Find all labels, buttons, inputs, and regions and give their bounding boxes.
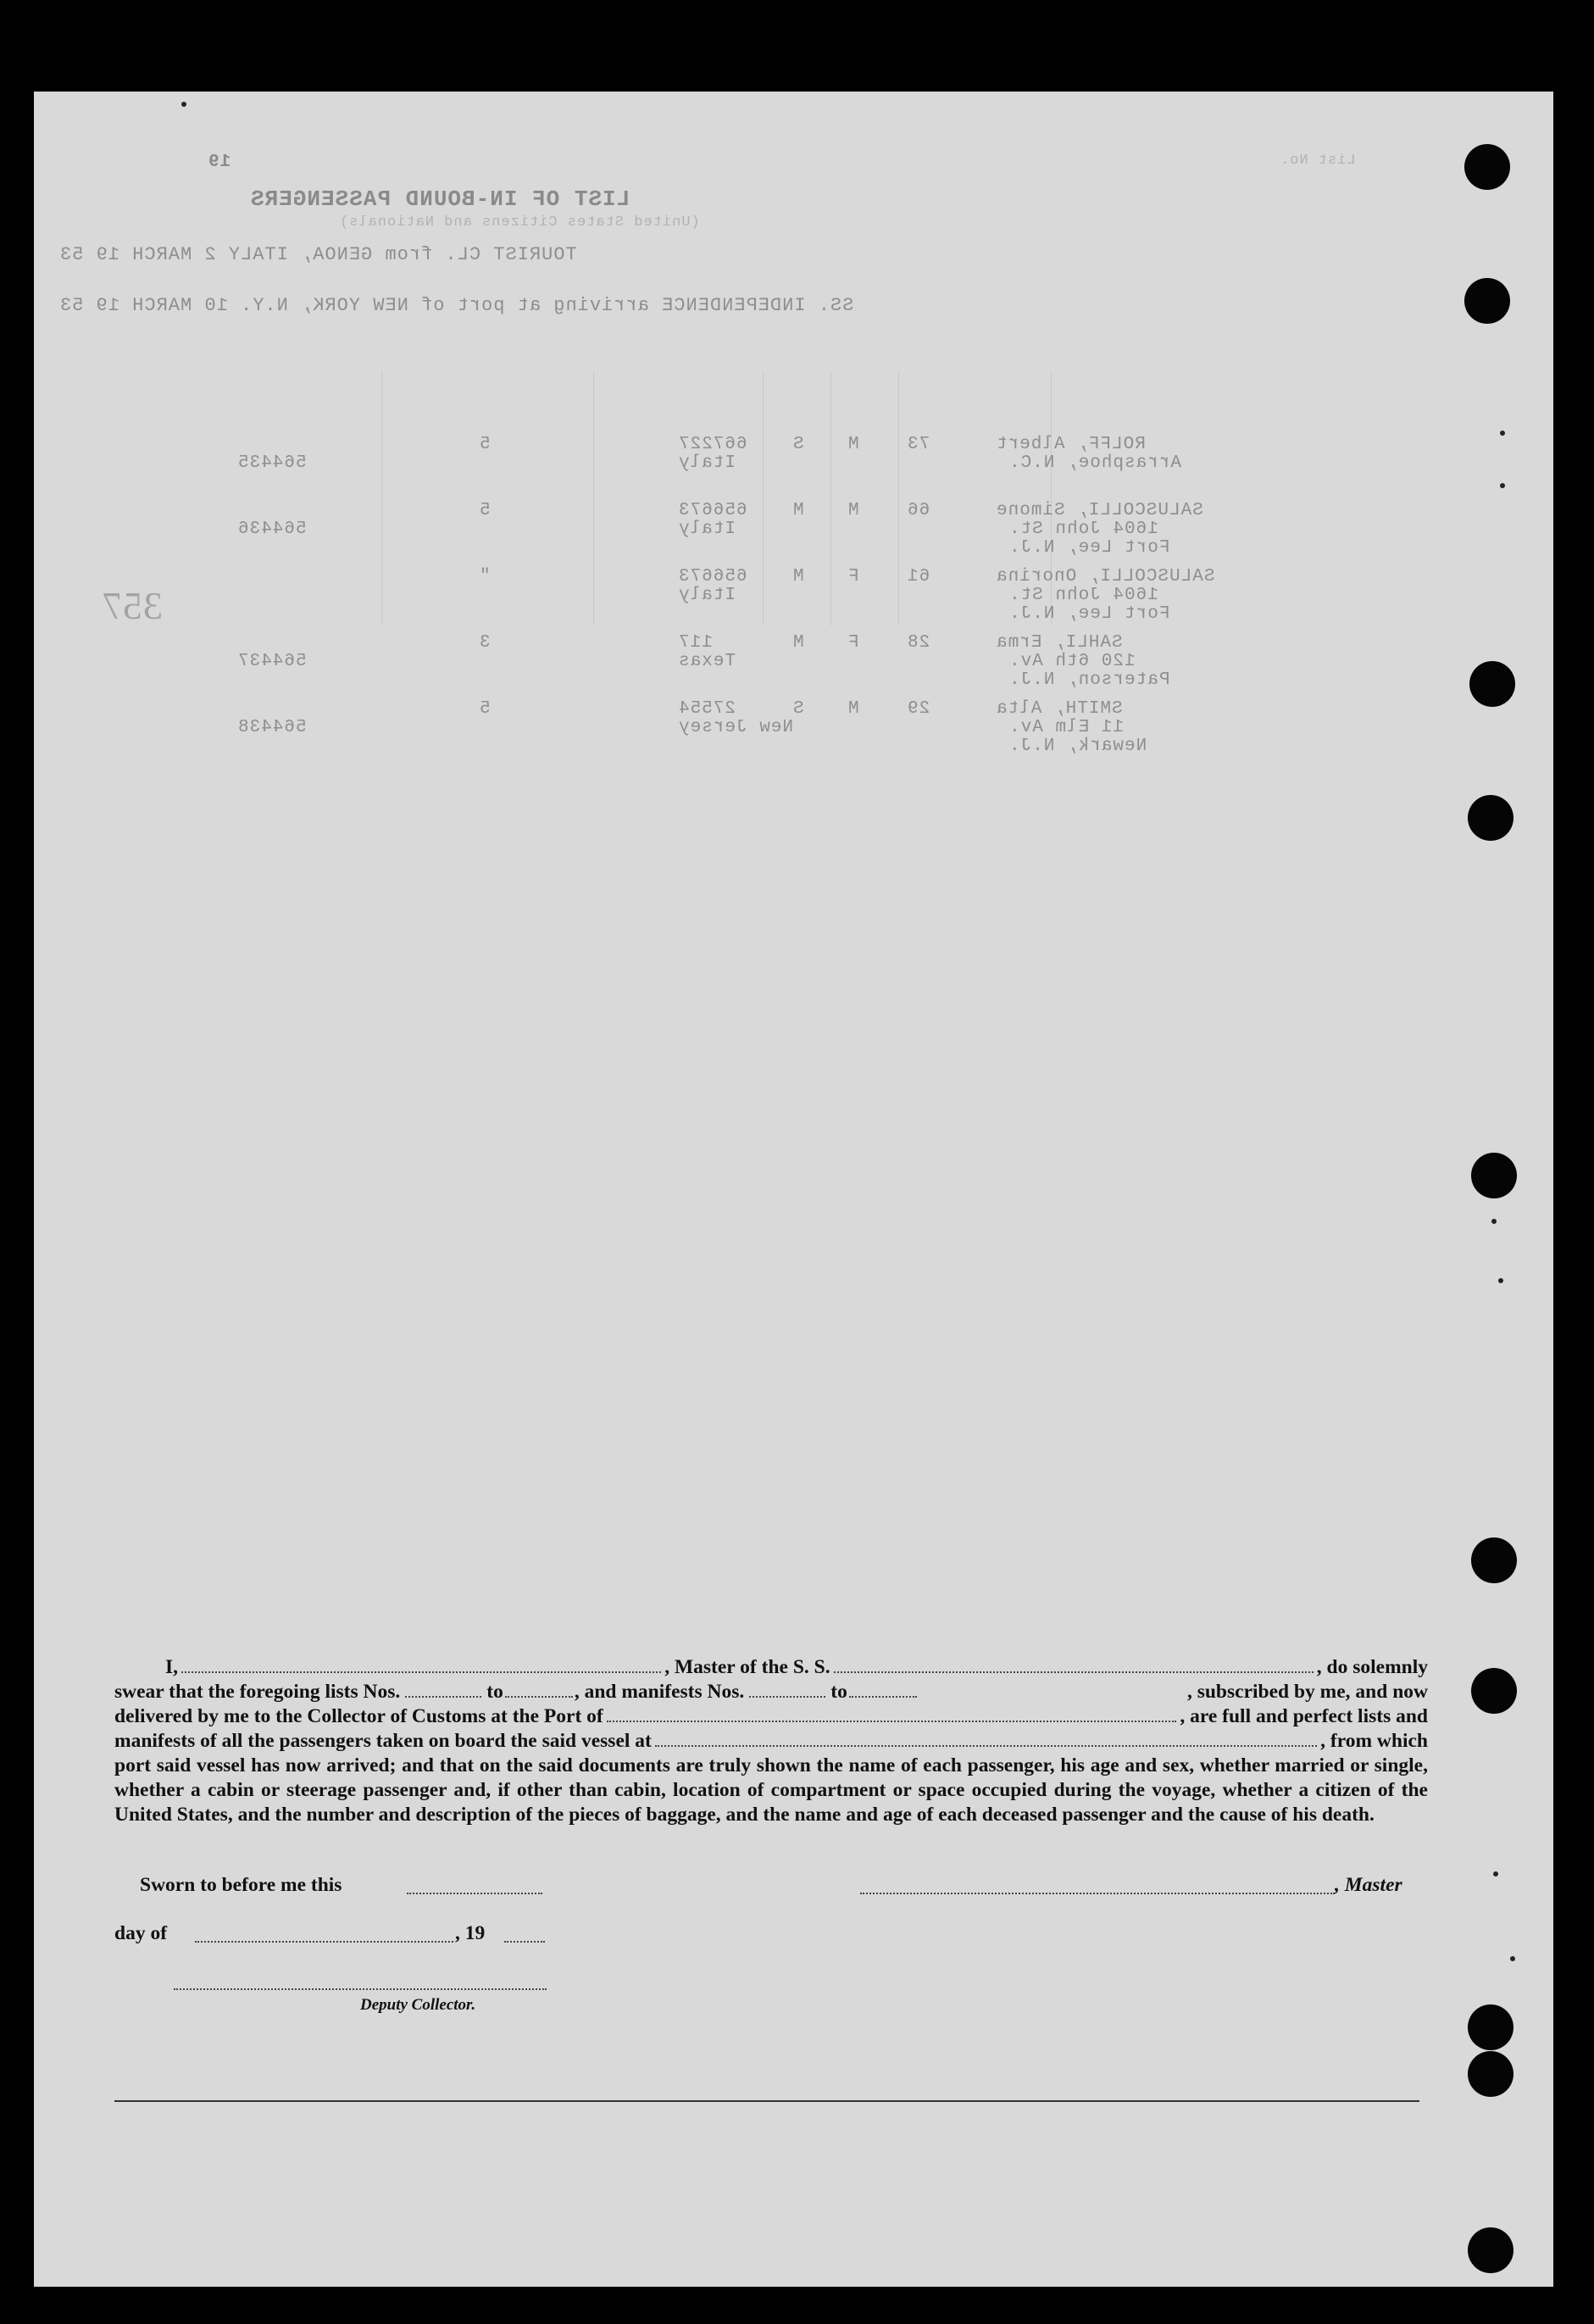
bleed-name: SALUSCOLLI, Simone <box>996 501 1203 520</box>
sworn-label: Sworn to before me this <box>140 1874 342 1896</box>
day-of-label: day of <box>114 1922 168 1944</box>
bleed-name: SAHLI, Erma <box>996 633 1123 653</box>
oath-delivered: delivered by me to the Collector of Customs at the Port of <box>114 1705 603 1727</box>
bleed-name: ROLFF, Albert <box>996 435 1146 454</box>
bleed-column-rule <box>593 371 594 625</box>
manifest-page <box>34 92 1553 2287</box>
bleed-sex: M <box>847 699 859 719</box>
oath-manifests-nos: , and manifests Nos. <box>574 1681 745 1703</box>
bleed-sex: F <box>847 633 859 653</box>
day-of-field[interactable] <box>195 1941 453 1943</box>
bleed-place: New Jersey <box>678 718 794 737</box>
bleed-name: SMITH, Alta <box>996 699 1123 719</box>
bleed-ms: M <box>792 567 804 587</box>
bleed-bags: 5 <box>479 699 491 719</box>
bleed-ms: S <box>792 699 804 719</box>
punch-hole <box>1468 795 1513 841</box>
deputy-collector-label: Deputy Collector. <box>360 1996 476 2014</box>
bleed-list-number: 19 <box>208 153 231 172</box>
bleed-sex: F <box>847 567 859 587</box>
bleed-subtitle: (United States Citizens and Nationals) <box>339 214 700 231</box>
bleed-ticket: 564436 <box>237 520 307 539</box>
bleed-age: 73 <box>907 435 930 454</box>
oath-do-solemnly: , do solemnly <box>1316 1656 1428 1678</box>
punch-hole <box>1464 278 1510 324</box>
departure-port-field[interactable] <box>655 1730 1317 1747</box>
bleed-addr2: Fort Lee, N.J. <box>1008 538 1170 558</box>
bleed-place: Italy <box>678 520 736 539</box>
bleed-ms: M <box>792 633 804 653</box>
bleed-bags: 5 <box>479 501 491 520</box>
lists-from-field[interactable] <box>405 1681 481 1698</box>
oath-to-2: to <box>830 1681 847 1703</box>
year-field[interactable] <box>504 1941 545 1943</box>
bleed-line1: TOURIST CL. from GENOA, ITALY 2 MARCH 19 53 <box>59 244 577 265</box>
bottom-rule <box>114 2100 1419 2102</box>
speck <box>1493 1871 1498 1876</box>
punch-hole <box>1468 2227 1513 2273</box>
oath-from-which: , from which <box>1320 1730 1428 1752</box>
bleed-addr1: 1604 John St. <box>1008 586 1158 605</box>
bleed-cert: 656673 <box>678 501 747 520</box>
port-field[interactable] <box>607 1705 1177 1722</box>
punch-hole <box>1468 2051 1513 2097</box>
speck <box>1491 1219 1497 1224</box>
bleed-column-rule <box>381 371 382 625</box>
oath-lists-nos: swear that the foregoing lists Nos. <box>114 1681 401 1703</box>
bleed-age: 61 <box>907 567 930 587</box>
oath-i: I, <box>165 1656 179 1678</box>
bleed-addr1: Arrasphoe, N.C. <box>1008 453 1182 473</box>
bleed-addr2: Fort Lee, N.J. <box>1008 604 1170 624</box>
manifests-from-field[interactable] <box>749 1681 825 1698</box>
bleed-title: LIST OF IN-BOUND PASSENGERS <box>250 186 630 212</box>
bleed-bags: " <box>479 567 491 587</box>
bleed-sex: M <box>847 435 859 454</box>
lists-to-field[interactable] <box>505 1681 573 1698</box>
bleed-cert: 667227 <box>678 435 747 454</box>
master-signature-field[interactable] <box>860 1893 1335 1894</box>
year-label: , 19 <box>455 1922 486 1944</box>
bleed-place: Italy <box>678 586 736 605</box>
vessel-name-field[interactable] <box>834 1656 1314 1673</box>
bleed-column-rule <box>763 371 764 625</box>
bleed-ticket: 564438 <box>237 718 307 737</box>
oath-full-perfect: , are full and perfect lists and <box>1180 1705 1428 1727</box>
bleed-addr1: 120 6th Av. <box>1008 652 1136 671</box>
oath-manifests-of-all: manifests of all the passengers taken on board the said vessel at <box>114 1730 652 1752</box>
bleed-name: SALUSCOLLI, Onorina <box>996 567 1215 587</box>
bleed-bags: 3 <box>479 633 491 653</box>
bleed-addr1: 1604 John St. <box>1008 520 1158 539</box>
punch-hole <box>1469 661 1515 707</box>
oath-line-2 <box>114 1680 1428 1704</box>
master-name-field[interactable] <box>181 1656 661 1673</box>
punch-hole <box>1471 1537 1517 1583</box>
speck <box>181 102 186 107</box>
bleed-ms: M <box>792 501 804 520</box>
manifests-to-field[interactable] <box>849 1681 917 1698</box>
bleed-ticket: 564435 <box>237 453 307 473</box>
punch-hole <box>1471 1153 1517 1198</box>
bleed-age: 29 <box>907 699 930 719</box>
bleed-age: 66 <box>907 501 930 520</box>
bleed-place: Italy <box>678 453 736 473</box>
punch-hole <box>1468 2004 1513 2050</box>
bleed-margin-stamp: 357 <box>102 584 163 627</box>
bleed-sex: M <box>847 501 859 520</box>
bleed-cert: 27554 <box>678 699 736 719</box>
bleed-list-no-label: List No. <box>1280 153 1356 169</box>
speck <box>1510 1956 1515 1961</box>
oath-subscribed: , subscribed by me, and now <box>1186 1681 1428 1703</box>
speck <box>1498 1278 1503 1283</box>
bleed-ticket: 564437 <box>237 652 307 671</box>
oath-line-1 <box>114 1655 1428 1680</box>
punch-hole <box>1464 144 1510 190</box>
sworn-line <box>140 1874 342 1897</box>
bleed-line2: SS. INDEPENDENCE arriving at port of NEW YORK, N.Y. 10 MARCH 19 53 <box>59 295 854 316</box>
sworn-date-field[interactable] <box>407 1893 542 1894</box>
deputy-signature-field[interactable] <box>174 1988 547 1990</box>
oath-block <box>114 1655 1428 1827</box>
bleed-addr1: 11 Elm Av. <box>1008 718 1125 737</box>
bleed-column-rule <box>830 371 831 625</box>
oath-to: to <box>486 1681 503 1703</box>
speck <box>1500 483 1505 488</box>
bleed-cert: 656673 <box>678 567 747 587</box>
master-label: , Master <box>1335 1874 1402 1896</box>
bleed-addr2: Paterson, N.J. <box>1008 670 1170 690</box>
oath-body: port said vessel has now arrived; and that on the said documents are truly shown the name of each passenger, his age and sex, whether married or single, whether a cabin or steerage passenger and, if other than cabin, location of compartment or space occupied during the voyage, whether a citizen of the United States, and the number and description of the pieces of baggage, and the name and age of each deceased passenger and the cause of his death. <box>114 1754 1428 1826</box>
speck <box>1500 431 1505 436</box>
oath-master-of-ss: , Master of the S. S. <box>664 1656 830 1678</box>
bleed-list-no <box>1280 153 1356 169</box>
bleed-cert: 117 <box>678 633 713 653</box>
bleed-addr2: Newark, N.J. <box>1008 737 1147 756</box>
bleed-bags: 5 <box>479 435 491 454</box>
bleed-place: Texas <box>678 652 736 671</box>
punch-hole <box>1471 1668 1517 1714</box>
oath-line-3 <box>114 1704 1428 1729</box>
bleed-ms: S <box>792 435 804 454</box>
bleed-age: 28 <box>907 633 930 653</box>
oath-line-4 <box>114 1729 1428 1754</box>
bleed-column-rule <box>898 371 899 625</box>
